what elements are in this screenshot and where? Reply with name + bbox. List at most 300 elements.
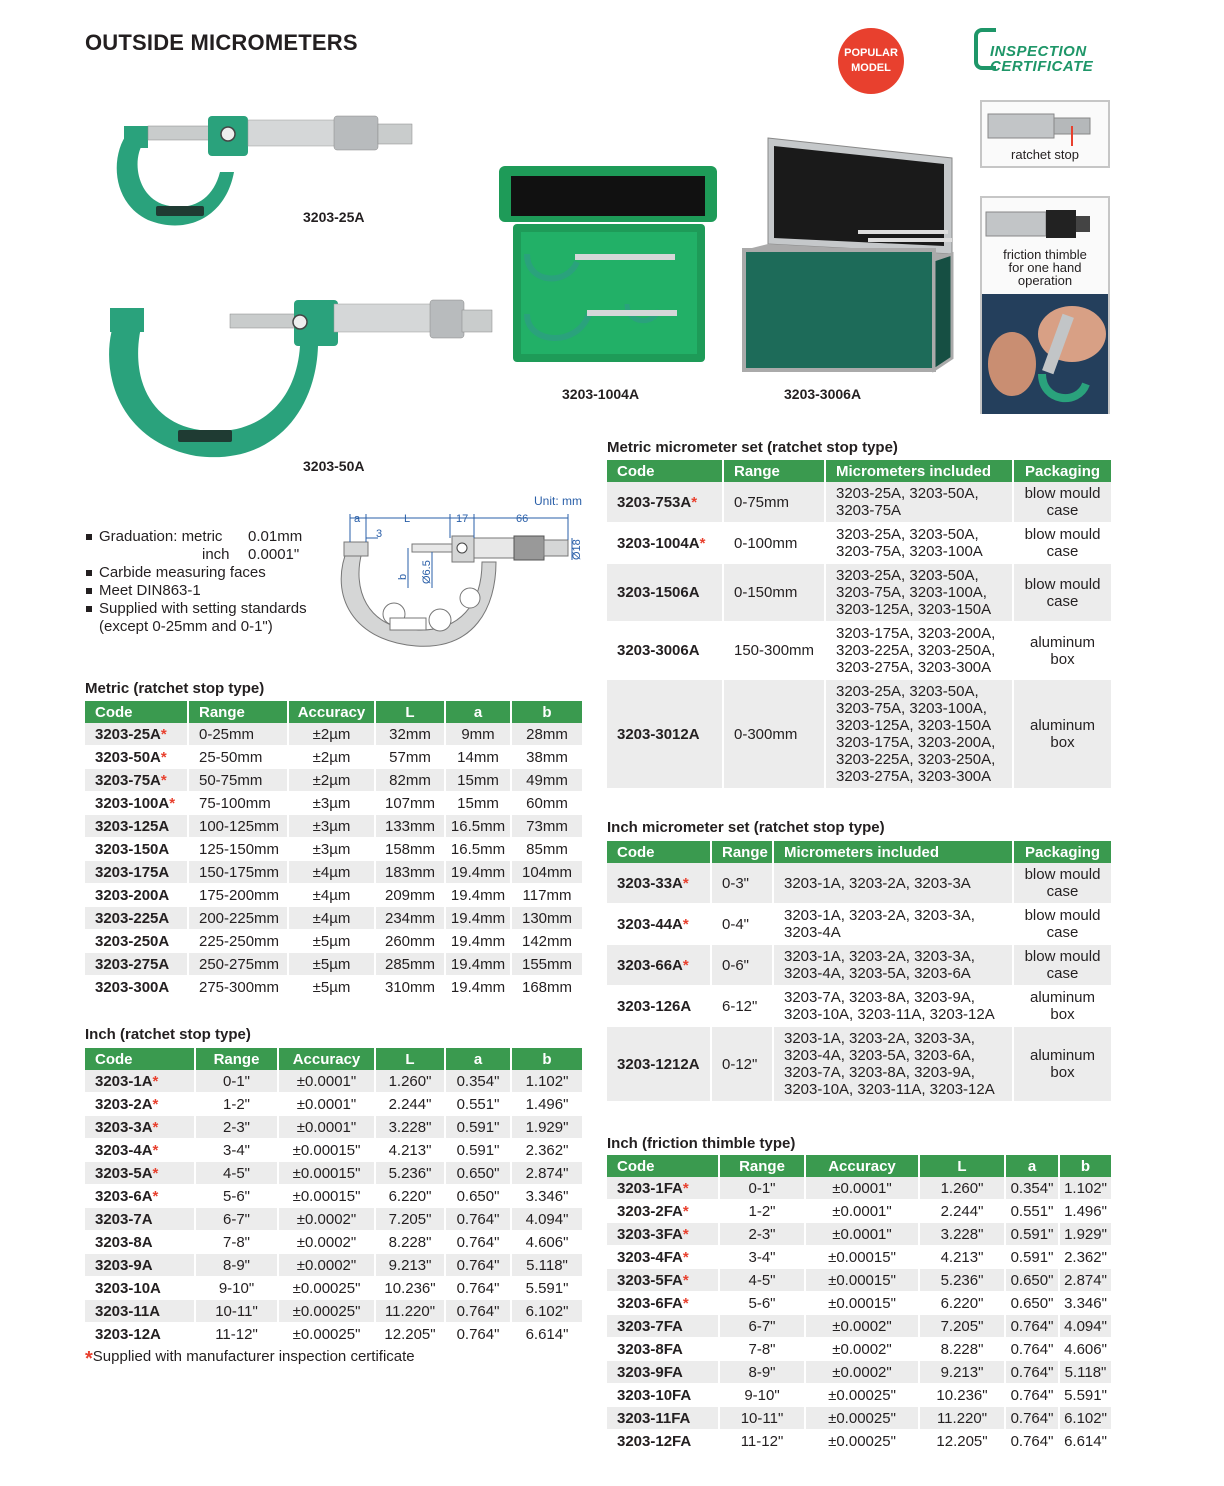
metric-table-title: Metric (ratchet stop type) xyxy=(85,680,265,697)
code-cell xyxy=(607,1384,719,1407)
table-cell xyxy=(1013,523,1111,564)
code-cell xyxy=(607,564,723,622)
feature-graduation-inch xyxy=(85,546,307,564)
set-case-1004a-image xyxy=(497,164,719,364)
cell-text: 60mm xyxy=(526,794,568,812)
cell-text: 15mm xyxy=(457,771,499,789)
friction-thimble-photo xyxy=(980,196,1110,414)
table-cell xyxy=(445,1185,511,1208)
cell-text: 3203-44A xyxy=(617,915,683,933)
code-cell xyxy=(85,1300,195,1323)
cell-line: case xyxy=(1046,965,1079,982)
certificate-star-icon: * xyxy=(691,493,698,511)
table-row xyxy=(607,622,1111,680)
column-header: Range xyxy=(719,1155,805,1177)
cell-text: ±0.00015" xyxy=(292,1187,361,1205)
ratchet-stop-photo xyxy=(980,100,1110,168)
table-cell xyxy=(1013,904,1111,945)
cell-text: 11-12" xyxy=(215,1325,258,1343)
cell-text: 3203-275A xyxy=(95,955,170,973)
cell-text: 6.220" xyxy=(940,1294,984,1312)
table-cell: 0-12" xyxy=(711,1027,773,1102)
table-cell xyxy=(511,884,582,907)
certificate-star-icon: * xyxy=(152,1164,159,1182)
cell-text: 19.4mm xyxy=(450,886,506,904)
cell-text: 3203-1A xyxy=(95,1072,153,1090)
cell-line: 3203-125A, 3203-150A xyxy=(836,717,992,734)
table-cell xyxy=(805,1361,919,1384)
cell-text: 8.228" xyxy=(388,1233,432,1251)
certificate-star-icon: * xyxy=(169,794,176,812)
code-cell xyxy=(607,482,723,523)
cell-text: ±0.00015" xyxy=(828,1294,896,1312)
table-row xyxy=(85,1139,582,1162)
table-cell xyxy=(445,838,511,861)
table-cell xyxy=(511,1323,582,1346)
cell-text: 4.213" xyxy=(388,1141,432,1159)
cell-text: 0.764" xyxy=(1010,1317,1054,1335)
table-cell xyxy=(511,1208,582,1231)
table-cell xyxy=(375,1208,445,1231)
cell-text: 183mm xyxy=(384,863,436,881)
product-label-25a: 3203-25A xyxy=(303,209,365,225)
cell-line: 3203-25A, 3203-50A, xyxy=(836,567,979,584)
cell-text: ±0.0002" xyxy=(832,1317,892,1335)
code-cell xyxy=(85,815,188,838)
cell-line: 3203-1A, 3203-2A, 3203-3A, xyxy=(784,907,975,924)
cell-line: 3203-125A, 3203-150A xyxy=(836,601,992,618)
table-row xyxy=(607,1177,1111,1200)
column-header: Code xyxy=(85,701,188,723)
table-cell xyxy=(375,792,445,815)
cell-text: 0.354" xyxy=(456,1072,500,1090)
table-cell xyxy=(188,792,288,815)
cell-text: 3203-225A xyxy=(95,909,170,927)
cell-line: blow mould xyxy=(1024,575,1101,593)
table-cell xyxy=(1013,622,1111,680)
table-cell xyxy=(719,1269,805,1292)
cell-text: 0.764" xyxy=(456,1210,500,1228)
cell-text: 4-5" xyxy=(222,1164,250,1182)
table-cell xyxy=(278,1231,375,1254)
table-cell xyxy=(511,1093,582,1116)
cell-text: 4.213" xyxy=(940,1248,984,1266)
table-cell xyxy=(278,1093,375,1116)
cell-text: 3203-753A xyxy=(617,493,692,511)
cell-line: aluminum xyxy=(1029,633,1096,651)
table-cell xyxy=(511,930,582,953)
cell-text: 3.228" xyxy=(940,1225,984,1243)
metric-set-title: Metric micrometer set (ratchet stop type) xyxy=(607,439,898,456)
table-cell xyxy=(805,1430,919,1453)
cell-text: 0.764" xyxy=(1010,1409,1054,1427)
table-cell xyxy=(288,930,375,953)
table-cell xyxy=(719,1223,805,1246)
table-cell xyxy=(1059,1315,1111,1338)
cell-text: 3203-3A xyxy=(95,1118,153,1136)
table-cell xyxy=(511,1070,582,1093)
table-cell xyxy=(445,792,511,815)
table-cell xyxy=(188,746,288,769)
column-header: L xyxy=(375,1048,445,1070)
code-cell xyxy=(607,945,711,986)
cell-text: 8-9" xyxy=(748,1363,776,1381)
table-cell xyxy=(195,1139,278,1162)
cell-text: 6.614" xyxy=(1064,1432,1107,1450)
table-cell xyxy=(195,1254,278,1277)
cell-line: box xyxy=(1050,734,1075,751)
column-header: Code xyxy=(85,1048,195,1070)
table-row xyxy=(85,1231,582,1254)
code-cell xyxy=(607,1269,719,1292)
table-cell xyxy=(919,1338,1005,1361)
table-cell xyxy=(288,838,375,861)
table-cell xyxy=(445,930,511,953)
table-cell xyxy=(375,746,445,769)
table-cell xyxy=(511,861,582,884)
table-cell xyxy=(805,1315,919,1338)
table-cell xyxy=(805,1338,919,1361)
cell-text: ±2µm xyxy=(312,725,351,743)
cell-text: 57mm xyxy=(389,748,431,766)
table-cell xyxy=(773,945,1013,986)
table-cell xyxy=(278,1185,375,1208)
cell-text: 5.591" xyxy=(1064,1386,1107,1404)
code-cell xyxy=(85,907,188,930)
cell-text: ±0.0002" xyxy=(832,1340,892,1358)
cell-text: 0.650" xyxy=(1010,1294,1054,1312)
table-row xyxy=(85,1323,582,1346)
table-cell xyxy=(195,1185,278,1208)
cell-text: ±0.0001" xyxy=(296,1072,357,1090)
cell-text: 3203-175A xyxy=(95,863,170,881)
table-cell xyxy=(511,1277,582,1300)
table-cell xyxy=(511,1231,582,1254)
table-cell xyxy=(919,1384,1005,1407)
table-cell xyxy=(805,1246,919,1269)
cell-line: box xyxy=(1050,1006,1075,1023)
certificate-star-icon: * xyxy=(160,748,167,766)
table-cell xyxy=(1013,680,1111,789)
cell-text: 9-10" xyxy=(218,1279,255,1297)
cell-line: 3203-7A, 3203-8A, 3203-9A, xyxy=(784,989,975,1006)
dim-3: 3 xyxy=(376,528,383,540)
metric-spec-table xyxy=(85,701,582,999)
table-cell xyxy=(825,523,1013,564)
cell-text: 260mm xyxy=(384,932,436,950)
cell-text: ±3µm xyxy=(312,817,351,835)
table-cell xyxy=(195,1300,278,1323)
cell-text: 2.244" xyxy=(388,1095,432,1113)
table-row xyxy=(85,815,582,838)
table-cell xyxy=(445,1231,511,1254)
graduation-inch-value: 0.0001" xyxy=(248,546,300,563)
table-cell xyxy=(719,1384,805,1407)
cell-text: 6-7" xyxy=(748,1317,776,1335)
cell-line: 3203-225A, 3203-250A, xyxy=(836,642,996,659)
certificate-star-icon: * xyxy=(682,915,689,933)
cell-text: 3203-6A xyxy=(95,1187,153,1205)
table-cell xyxy=(195,1116,278,1139)
table-row xyxy=(85,884,582,907)
column-header: Accuracy xyxy=(805,1155,919,1177)
cell-text: 6-7" xyxy=(222,1210,250,1228)
table-row xyxy=(85,769,582,792)
table-cell xyxy=(288,723,375,746)
cell-text: 2.874" xyxy=(525,1164,569,1182)
table-cell xyxy=(188,838,288,861)
table-cell xyxy=(375,907,445,930)
cell-line: 3203-225A, 3203-250A, xyxy=(836,751,996,768)
cell-text: 0-1" xyxy=(748,1179,776,1197)
cell-text: ±2µm xyxy=(312,748,351,766)
table-cell xyxy=(1059,1361,1111,1384)
graduation-label: Graduation: xyxy=(99,528,178,545)
table-cell xyxy=(445,1323,511,1346)
cell-text: 1.929" xyxy=(1064,1225,1107,1243)
cell-text: 8-9" xyxy=(222,1256,250,1274)
table-row xyxy=(607,904,1111,945)
table-cell xyxy=(445,884,511,907)
table-cell xyxy=(445,1300,511,1323)
cell-line: aluminum xyxy=(1029,1047,1096,1064)
table-cell xyxy=(188,815,288,838)
code-cell xyxy=(607,1177,719,1200)
certificate-star-icon: * xyxy=(152,1095,159,1113)
table-cell xyxy=(919,1315,1005,1338)
cell-text: 0.764" xyxy=(456,1325,500,1343)
code-cell xyxy=(85,976,188,999)
table-row xyxy=(607,986,1111,1027)
cell-text: 3203-33A xyxy=(617,874,683,892)
cell-text: 3203-1506A xyxy=(617,584,700,601)
code-cell xyxy=(85,953,188,976)
table-cell xyxy=(1005,1200,1059,1223)
cell-text: 6.102" xyxy=(1064,1409,1107,1427)
cell-text: ±0.00015" xyxy=(292,1164,361,1182)
code-cell xyxy=(607,863,711,904)
code-cell xyxy=(85,792,188,815)
certificate-star-icon: * xyxy=(682,1294,689,1312)
table-cell: 0-75mm xyxy=(723,482,825,523)
cell-text: 5.118" xyxy=(526,1256,568,1274)
cert-line-2: CERTIFICATE xyxy=(990,58,1094,75)
code-cell xyxy=(607,1223,719,1246)
cell-line: 3203-7A, 3203-8A, 3203-9A, xyxy=(784,1064,975,1081)
cell-text: 49mm xyxy=(526,771,568,789)
cell-text: 12.205" xyxy=(936,1432,988,1450)
table-cell xyxy=(278,1116,375,1139)
friction-spec-table xyxy=(607,1155,1111,1453)
certificate-star-icon: * xyxy=(682,1248,689,1266)
cell-text: 5.591" xyxy=(525,1279,569,1297)
cell-text: 3203-12FA xyxy=(617,1432,692,1450)
cell-text: 155mm xyxy=(521,955,573,973)
cell-text: ±5µm xyxy=(312,955,351,973)
code-cell xyxy=(85,1116,195,1139)
table-cell xyxy=(445,723,511,746)
cell-text: 19.4mm xyxy=(450,978,506,996)
column-header: Code xyxy=(607,1155,719,1177)
table-row xyxy=(607,945,1111,986)
cell-text: 3.346" xyxy=(525,1187,569,1205)
cell-line: case xyxy=(1046,502,1079,519)
feature-note: (except 0-25mm and 0-1") xyxy=(99,618,273,635)
table-cell xyxy=(719,1430,805,1453)
cell-text: 11-12" xyxy=(740,1432,784,1450)
cell-text: 5.236" xyxy=(940,1271,984,1289)
code-cell xyxy=(607,622,723,680)
cell-line: 3203-25A, 3203-50A, xyxy=(836,526,979,543)
certificate-star-icon: * xyxy=(160,725,167,743)
cell-line: case xyxy=(1046,924,1079,941)
cell-text: 1.496" xyxy=(1064,1202,1107,1220)
table-cell xyxy=(1059,1246,1111,1269)
cell-text: 3203-10FA xyxy=(617,1386,692,1404)
feature-item: Supplied with setting standards xyxy=(85,600,307,618)
column-header: Range xyxy=(188,701,288,723)
table-cell xyxy=(375,1254,445,1277)
table-cell xyxy=(1059,1407,1111,1430)
cell-text: 234mm xyxy=(384,909,436,927)
code-cell xyxy=(607,1338,719,1361)
table-cell xyxy=(195,1208,278,1231)
table-cell xyxy=(719,1246,805,1269)
cell-text: 19.4mm xyxy=(450,863,506,881)
table-cell xyxy=(445,976,511,999)
cell-text: 82mm xyxy=(389,771,431,789)
cell-text: ±0.00015" xyxy=(292,1141,361,1159)
cell-line: blow mould xyxy=(1024,907,1101,924)
cell-text: 209mm xyxy=(384,886,436,904)
table-cell xyxy=(278,1254,375,1277)
cell-text: ±0.0001" xyxy=(296,1095,357,1113)
feature-graduation xyxy=(85,528,307,546)
cell-text: 1.929" xyxy=(525,1118,569,1136)
table-cell: 0-6" xyxy=(711,945,773,986)
cell-text: 158mm xyxy=(384,840,436,858)
table-cell xyxy=(375,1139,445,1162)
cell-text: 3-4" xyxy=(222,1141,250,1159)
table-cell xyxy=(919,1269,1005,1292)
table-cell xyxy=(1013,564,1111,622)
cell-line: 3203-25A, 3203-50A, xyxy=(836,485,979,502)
code-cell xyxy=(607,1200,719,1223)
table-row xyxy=(607,1430,1111,1453)
table-cell xyxy=(375,815,445,838)
cell-line: 3203-175A, 3203-200A, xyxy=(836,734,996,751)
table-cell xyxy=(1005,1292,1059,1315)
table-cell xyxy=(511,1162,582,1185)
cell-text: 0.764" xyxy=(1010,1432,1054,1450)
column-header: Range xyxy=(723,460,825,482)
table-row xyxy=(85,792,582,815)
table-cell xyxy=(375,1093,445,1116)
table-cell xyxy=(719,1200,805,1223)
table-cell xyxy=(1005,1223,1059,1246)
table-row xyxy=(85,907,582,930)
table-cell xyxy=(773,1027,1013,1102)
table-cell xyxy=(773,904,1013,945)
table-cell xyxy=(919,1200,1005,1223)
table-cell xyxy=(1059,1338,1111,1361)
cell-text: 2.362" xyxy=(525,1141,569,1159)
cell-text: 3203-3FA xyxy=(617,1225,683,1243)
table-row xyxy=(607,1361,1111,1384)
cell-text: 3203-100A xyxy=(95,794,170,812)
cell-text: 3203-200A xyxy=(95,886,170,904)
table-header-row xyxy=(85,1048,582,1070)
cell-text: 3203-250A xyxy=(95,932,170,950)
table-row xyxy=(607,1384,1111,1407)
table-cell xyxy=(375,769,445,792)
cell-text: 0.591" xyxy=(1010,1248,1054,1266)
code-cell xyxy=(607,1361,719,1384)
cell-text: 3203-11FA xyxy=(617,1409,691,1427)
code-cell xyxy=(85,723,188,746)
cell-text: 0.764" xyxy=(1010,1386,1054,1404)
table-cell xyxy=(1059,1223,1111,1246)
ratchet-stop-icon xyxy=(982,106,1108,146)
cell-line: 3203-75A xyxy=(836,502,902,519)
cert-line-1: INSPECTION xyxy=(990,43,1087,60)
friction-caption-line-2: for one hand xyxy=(1008,260,1082,275)
cell-text: 1.496" xyxy=(525,1095,569,1113)
cell-text: 3203-2A xyxy=(95,1095,153,1113)
cell-line: 3203-4A, 3203-5A, 3203-6A xyxy=(784,965,971,982)
cell-text: 3203-50A xyxy=(95,748,161,766)
cell-text: ±0.0002" xyxy=(296,1256,357,1274)
code-cell xyxy=(85,1277,195,1300)
cell-text: 15mm xyxy=(457,794,499,812)
cell-text: 6.102" xyxy=(525,1302,569,1320)
table-cell xyxy=(511,769,582,792)
cell-text: 9.213" xyxy=(388,1256,432,1274)
cell-text: 275-300mm xyxy=(199,978,280,996)
cell-text: ±0.0002" xyxy=(296,1210,357,1228)
certificate-star-icon: * xyxy=(152,1141,159,1159)
cell-text: 4.606" xyxy=(525,1233,569,1251)
code-cell xyxy=(607,1027,711,1102)
cell-text: 4-5" xyxy=(748,1271,776,1289)
cell-text: ±0.00025" xyxy=(828,1386,896,1404)
table-cell xyxy=(825,680,1013,789)
cell-text: 5.118" xyxy=(1064,1363,1107,1381)
table-cell xyxy=(445,769,511,792)
cell-text: 2.874" xyxy=(1064,1271,1107,1289)
cell-text: 8.228" xyxy=(940,1340,984,1358)
code-cell xyxy=(607,986,711,1027)
column-header: a xyxy=(445,1048,511,1070)
cell-text: 3203-5A xyxy=(95,1164,153,1182)
table-cell xyxy=(288,861,375,884)
cell-text: 0.764" xyxy=(456,1279,500,1297)
table-cell xyxy=(805,1384,919,1407)
product-label-1004a: 3203-1004A xyxy=(562,386,640,402)
code-cell xyxy=(607,904,711,945)
cell-line: 3203-1A, 3203-2A, 3203-3A, xyxy=(784,948,975,965)
table-cell xyxy=(195,1323,278,1346)
cell-text: 3203-66A xyxy=(617,956,683,974)
product-label-50a: 3203-50A xyxy=(303,458,365,474)
cell-line: blow mould xyxy=(1024,485,1101,502)
cell-text: 3203-12A xyxy=(95,1325,161,1343)
table-cell xyxy=(719,1361,805,1384)
table-cell: 6-12" xyxy=(711,986,773,1027)
table-cell: 0-3" xyxy=(711,863,773,904)
cell-text: 3203-10A xyxy=(95,1279,161,1297)
cell-text: 2-3" xyxy=(222,1118,250,1136)
